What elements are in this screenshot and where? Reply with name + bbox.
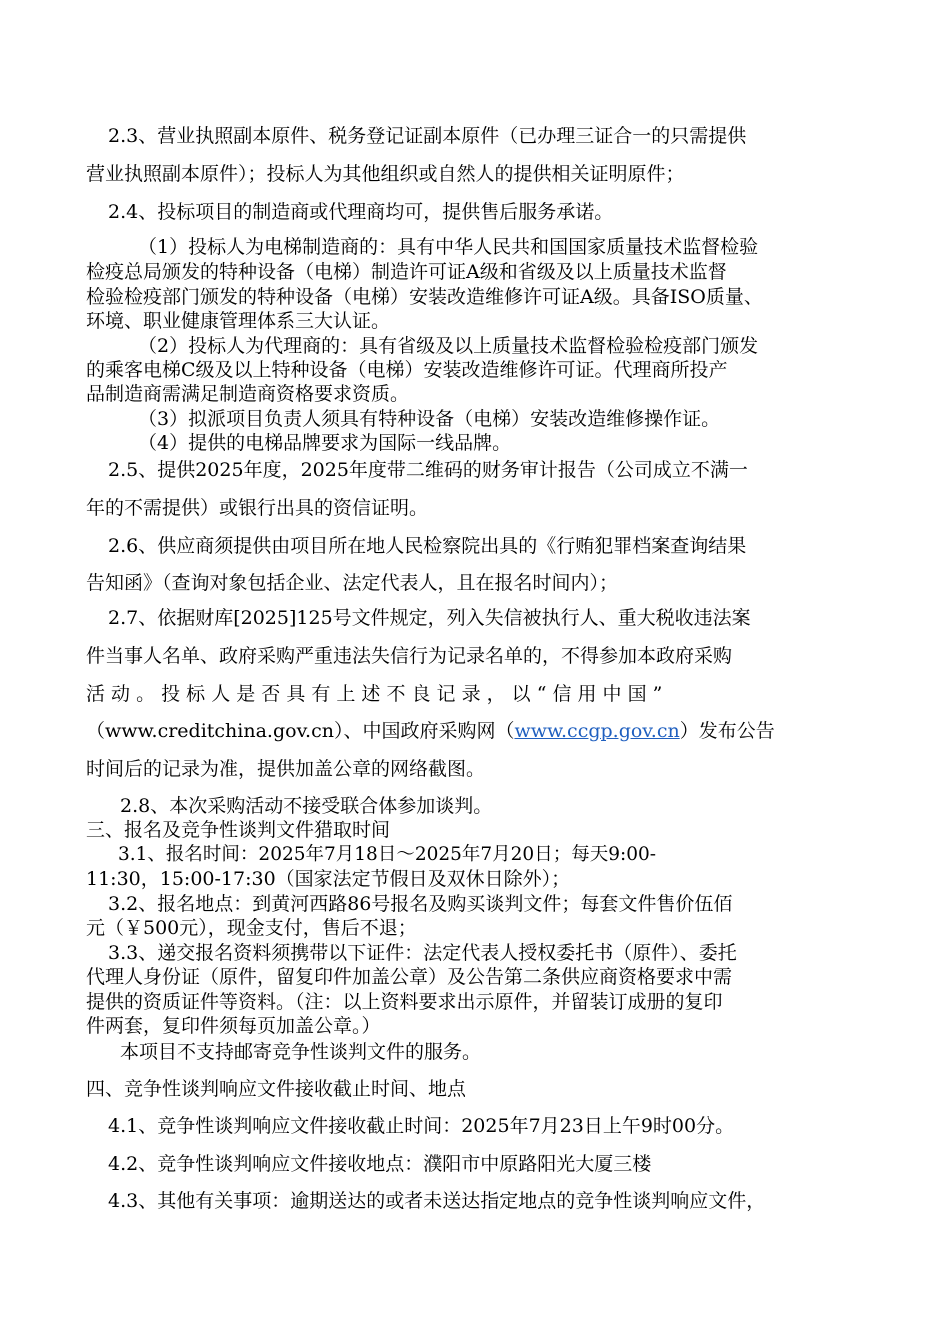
paragraph-2-5-line-1: 2.5、提供2025年度，2025年度带二维码的财务审计报告（公司成立不满一 xyxy=(108,459,748,481)
paragraph-2-7-line-3: 活 动 。 投 标 人 是 否 具 有 上 述 不 良 记 录 ， 以 “ 信 用 中 国 ” xyxy=(86,683,663,705)
no-mail-note: 本项目不支持邮寄竞争性谈判文件的服务。 xyxy=(120,1041,482,1063)
item-2-line-3: 品制造商需满足制造商资格要求资质。 xyxy=(86,383,410,405)
paragraph-2-7-line-2: 件当事人名单、政府采购严重违法失信行为记录名单的，不得参加本政府采购 xyxy=(86,645,733,667)
ccgp-link[interactable]: www.ccgp.gov.cn xyxy=(514,720,680,742)
paragraph-2-3-line-2: 营业执照副本原件）；投标人为其他组织或自然人的提供相关证明原件； xyxy=(86,163,685,185)
paragraph-4-2: 4.2、竞争性谈判响应文件接收地点：濮阳市中原路阳光大厦三楼 xyxy=(108,1153,652,1175)
paragraph-3-3-line-4: 件两套，复印件须每页加盖公章。） xyxy=(86,1015,381,1037)
paragraph-4-1: 4.1、竞争性谈判响应文件接收截止时间：2025年7月23日上午9时00分。 xyxy=(108,1115,735,1137)
paragraph-3-2-line-2: 元（￥500元），现金支付，售后不退； xyxy=(86,917,417,939)
paragraph-3-1-line-2: 11:30，15:00-17:30（国家法定节假日及双休日除外）； xyxy=(86,868,571,890)
item-1-line-1: （1）投标人为电梯制造商的：具有中华人民共和国国家质量技术监督检验 xyxy=(138,236,759,258)
paragraph-2-7-line-4 xyxy=(86,719,775,743)
item-2-line-2: 的乘客电梯C级及以上特种设备（电梯）安装改造维修许可证。代理商所投产 xyxy=(86,359,728,381)
paragraph-2-3-line-1: 2.3、营业执照副本原件、税务登记证副本原件（已办理三证合一的只需提供 xyxy=(108,125,747,147)
paragraph-2-6-line-1: 2.6、供应商须提供由项目所在地人民检察院出具的《行贿犯罪档案查询结果 xyxy=(108,535,747,557)
item-1-line-4: 环境、职业健康管理体系三大认证。 xyxy=(86,310,391,332)
item-3: （3）拟派项目负责人须具有特种设备（电梯）安装改造维修操作证。 xyxy=(138,408,721,430)
paragraph-4-3: 4.3、其他有关事项：逾期送达的或者未送达指定地点的竞争性谈判响应文件， xyxy=(108,1190,766,1212)
publish-text: ）发布公告 xyxy=(679,720,775,742)
section-4-heading: 四、竞争性谈判响应文件接收截止时间、地点 xyxy=(86,1078,467,1100)
paragraph-2-5-line-2: 年的不需提供）或银行出具的资信证明。 xyxy=(86,497,429,519)
paragraph-3-3-line-2: 代理人身份证（原件，留复印件加盖公章）及公告第二条供应商资格要求中需 xyxy=(86,966,733,988)
paragraph-2-4: 2.4、投标项目的制造商或代理商均可，提供售后服务承诺。 xyxy=(108,201,614,223)
paragraph-3-2-line-1: 3.2、报名地点：到黄河西路86号报名及购买谈判文件；每套文件售价伍佰 xyxy=(108,893,733,915)
paragraph-2-6-line-2: 告知函》（查询对象包括企业、法定代表人，且在报名时间内）； xyxy=(86,572,619,594)
item-1-line-2: 检疫总局颁发的特种设备（电梯）制造许可证A级和省级及以上质量技术监督 xyxy=(86,261,727,283)
paragraph-2-8: 2.8、本次采购活动不接受联合体参加谈判。 xyxy=(120,795,493,817)
item-2-line-1: （2）投标人为代理商的：具有省级及以上质量技术监督检验检疫部门颁发 xyxy=(138,335,759,357)
paragraph-3-3-line-3: 提供的资质证件等资料。（注：以上资料要求出示原件，并留装订成册的复印 xyxy=(86,991,723,1013)
item-1-line-3: 检验检疫部门颁发的特种设备（电梯）安装改造维修许可证A级。具备ISO质量、 xyxy=(86,286,763,308)
creditchina-text: （www.creditchina.gov.cn）、中国政府采购网（ xyxy=(86,720,515,742)
item-4: （4）提供的电梯品牌要求为国际一线品牌。 xyxy=(138,432,512,454)
section-3-heading: 三、报名及竞争性谈判文件猎取时间 xyxy=(86,819,391,841)
paragraph-2-7-line-1: 2.7、依据财库[2025]125号文件规定，列入失信被执行人、重大税收违法案 xyxy=(108,607,751,629)
paragraph-2-7-line-5: 时间后的记录为准，提供加盖公章的网络截图。 xyxy=(86,758,486,780)
paragraph-3-1-line-1: 3.1、报名时间：2025年7月18日～2025年7月20日；每天9:00- xyxy=(118,844,657,865)
paragraph-3-3-line-1: 3.3、递交报名资料须携带以下证件：法定代表人授权委托书（原件）、委托 xyxy=(108,942,737,964)
